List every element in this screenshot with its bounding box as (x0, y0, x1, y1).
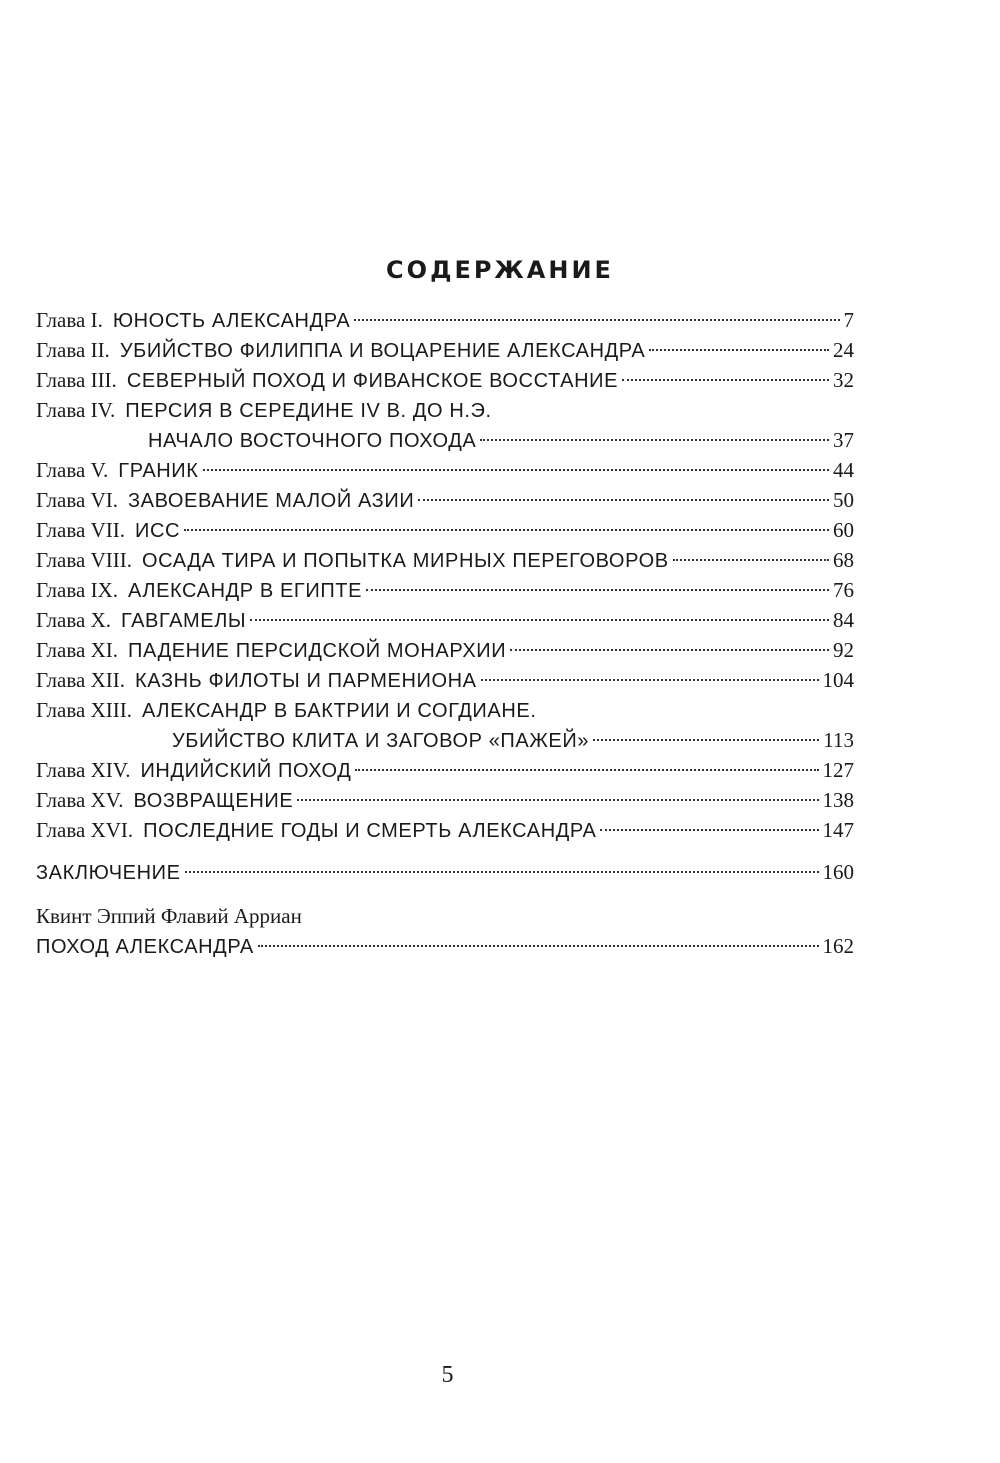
dot-leader (593, 739, 819, 741)
chapter-label: Глава XVI. (36, 818, 134, 842)
dot-leader (258, 945, 819, 947)
chapter-title-line-2: УБИЙСТВО КЛИТА И ЗАГОВОР «ПАЖЕЙ» (172, 730, 590, 752)
chapter-title: АЛЕКСАНДР В ЕГИПТЕ (127, 580, 363, 602)
chapter-label: Глава XV. (36, 788, 124, 812)
chapter-title: ЗАВОЕВАНИЕ МАЛОЙ АЗИИ (127, 490, 415, 512)
page-ref: 60 (833, 518, 854, 542)
chapter-title: ГРАНИК (118, 460, 199, 482)
page-ref: 92 (833, 638, 854, 662)
dot-leader (600, 829, 818, 831)
page-ref: 138 (822, 788, 854, 812)
dot-leader (510, 649, 829, 651)
toc-entry-chapter-4 (36, 395, 854, 425)
page-ref: 162 (822, 934, 854, 958)
page-ref: 160 (822, 860, 854, 884)
dot-leader (481, 679, 819, 681)
dot-leader (297, 799, 818, 801)
chapter-title: ОСАДА ТИРА И ПОПЫТКА МИРНЫХ ПЕРЕГОВОРОВ (141, 550, 669, 572)
page-ref: 127 (822, 758, 854, 782)
toc-entry-chapter-8 (36, 545, 854, 575)
toc-entry-chapter-3 (36, 365, 854, 395)
page-ref: 44 (833, 458, 854, 482)
chapter-title: КАЗНЬ ФИЛОТЫ И ПАРМЕНИОНА (134, 670, 477, 692)
chapter-title: УБИЙСТВО ФИЛИППА И ВОЦАРЕНИЕ АЛЕКСАНДРА (119, 340, 646, 362)
chapter-title-line-2: НАЧАЛО ВОСТОЧНОГО ПОХОДА (148, 430, 477, 452)
toc-entry-chapter-1 (36, 305, 854, 335)
dot-leader (649, 349, 829, 351)
dot-leader (418, 499, 829, 501)
dot-leader (622, 379, 829, 381)
chapter-title: АЛЕКСАНДР В БАКТРИИ И СОГДИАНЕ. (141, 700, 537, 722)
toc-entry-chapter-10 (36, 605, 854, 635)
toc-entry-chapter-12 (36, 665, 854, 695)
chapter-label: Глава V. (36, 458, 109, 482)
dot-leader (355, 769, 818, 771)
chapter-title: ГАВГАМЕЛЫ (121, 610, 247, 632)
chapter-label: Глава IV. (36, 398, 116, 422)
page-ref: 24 (833, 338, 854, 362)
dot-leader (203, 469, 829, 471)
chapter-label: Глава X. (36, 608, 111, 632)
dot-leader (184, 529, 829, 531)
table-of-contents (36, 305, 854, 961)
chapter-label: Глава VI. (36, 488, 118, 512)
toc-entry-chapter-9 (36, 575, 854, 605)
chapter-label: Глава VIII. (36, 548, 132, 572)
chapter-label: Глава XI. (36, 638, 118, 662)
page-ref: 32 (833, 368, 854, 392)
chapter-label: Глава XII. (36, 668, 125, 692)
toc-entry-chapter-16 (36, 815, 854, 845)
toc-entry-appendix (36, 931, 854, 961)
toc-entry-chapter-14 (36, 755, 854, 785)
chapter-title: ЮНОСТЬ АЛЕКСАНДРА (112, 310, 351, 332)
dot-leader (354, 319, 839, 321)
toc-entry-chapter-7 (36, 515, 854, 545)
page-ref: 113 (823, 728, 854, 752)
appendix-title: ПОХОД АЛЕКСАНДРА (36, 936, 254, 958)
chapter-title: ИСС (134, 520, 181, 542)
chapter-title: ВОЗВРАЩЕНИЕ (133, 790, 294, 812)
page-ref: 76 (833, 578, 854, 602)
toc-entry-chapter-13-continued (36, 725, 854, 755)
chapter-title: ПОСЛЕДНИЕ ГОДЫ И СМЕРТЬ АЛЕКСАНДРА (143, 820, 597, 842)
toc-entry-chapter-5 (36, 455, 854, 485)
toc-entry-chapter-15 (36, 785, 854, 815)
dot-leader (673, 559, 829, 561)
toc-entry-chapter-6 (36, 485, 854, 515)
toc-entry-chapter-13 (36, 695, 854, 725)
chapter-label: Глава III. (36, 368, 117, 392)
page-ref: 7 (843, 308, 854, 332)
toc-entry-chapter-11 (36, 635, 854, 665)
chapter-label: Глава II. (36, 338, 110, 362)
page-ref: 104 (822, 668, 854, 692)
toc-entry-appendix-author (36, 901, 854, 931)
dot-leader (366, 589, 829, 591)
appendix-author: Квинт Эппий Флавий Арриан (36, 904, 302, 928)
dot-leader (250, 619, 829, 621)
dot-leader (480, 439, 829, 441)
conclusion-title: ЗАКЛЮЧЕНИЕ (36, 862, 181, 884)
page-title: СОДЕРЖАНИЕ (386, 256, 614, 284)
page-ref: 84 (833, 608, 854, 632)
page-ref: 50 (833, 488, 854, 512)
toc-entry-chapter-2 (36, 335, 854, 365)
page-number: 5 (441, 1362, 454, 1388)
chapter-label: Глава XIV. (36, 758, 131, 782)
chapter-title: ПАДЕНИЕ ПЕРСИДСКОЙ МОНАРХИИ (127, 640, 507, 662)
chapter-label: Глава IX. (36, 578, 118, 602)
chapter-label: Глава XIII. (36, 698, 132, 722)
chapter-label: Глава I. (36, 308, 103, 332)
dot-leader (185, 871, 819, 873)
chapter-title: ИНДИЙСКИЙ ПОХОД (140, 760, 352, 782)
toc-entry-conclusion (36, 857, 854, 887)
chapter-label: Глава VII. (36, 518, 125, 542)
page-ref: 147 (822, 818, 854, 842)
page-ref: 37 (833, 428, 854, 452)
page-ref: 68 (833, 548, 854, 572)
chapter-title: ПЕРСИЯ В СЕРЕДИНЕ IV В. ДО Н.Э. (125, 400, 492, 422)
chapter-title: СЕВЕРНЫЙ ПОХОД И ФИВАНСКОЕ ВОССТАНИЕ (126, 370, 619, 392)
toc-entry-chapter-4-continued (36, 425, 854, 455)
